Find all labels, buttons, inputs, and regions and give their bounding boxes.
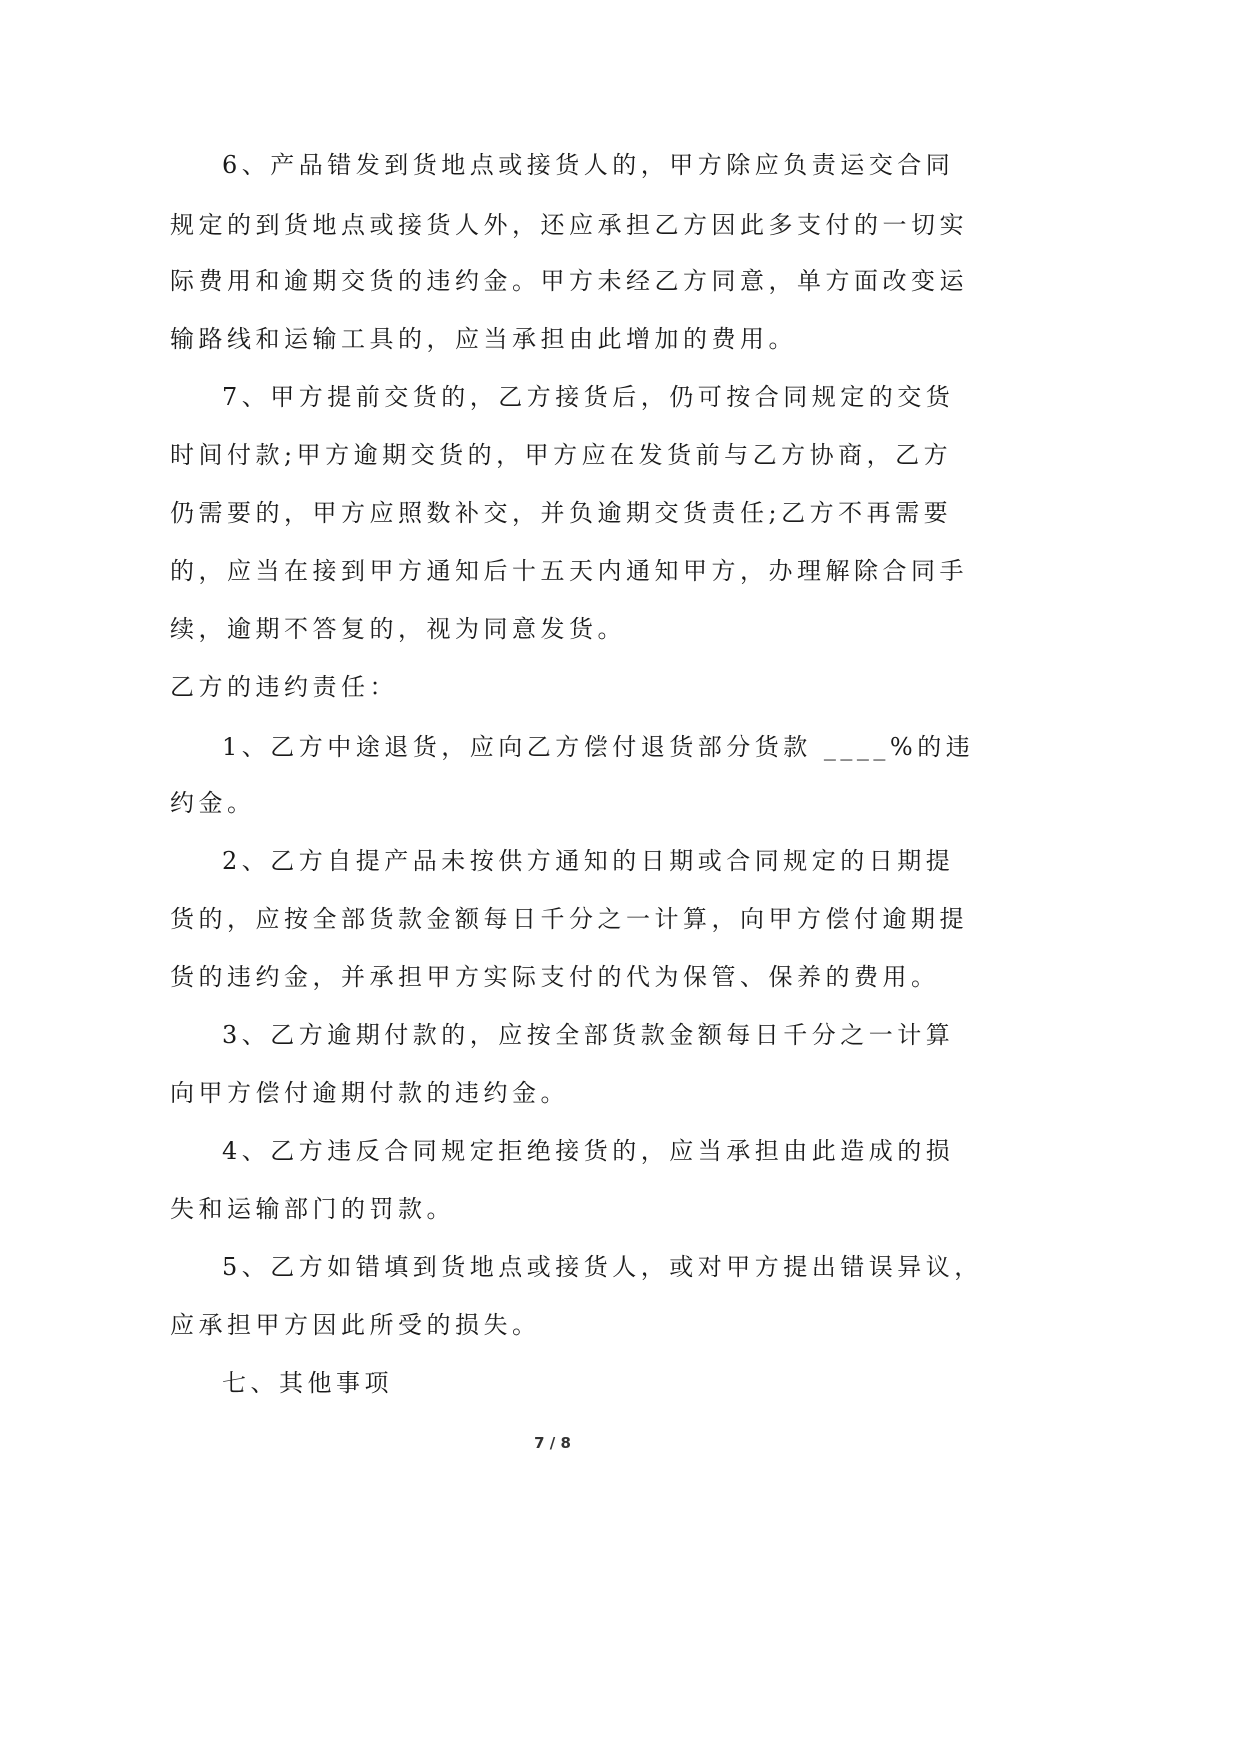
paragraph-line: 7、甲方提前交货的，乙方接货后，仍可按合同规定的交货: [222, 383, 955, 411]
paragraph-line: 应承担甲方因此所受的损失。: [170, 1311, 541, 1339]
paragraph-line: 仍需要的，甲方应照数补交，并负逾期交货责任;乙方不再需要: [170, 499, 953, 527]
paragraph-line: 输路线和运输工具的，应当承担由此增加的费用。: [170, 325, 797, 353]
paragraph-line: 6、产品错发到货地点或接货人的，甲方除应负责运交合同: [222, 151, 955, 179]
page-number: 7 / 8: [534, 1434, 571, 1452]
paragraph-line: 的，应当在接到甲方通知后十五天内通知甲方，办理解除合同手: [170, 557, 968, 585]
paragraph-line: 约金。: [170, 789, 256, 817]
paragraph-line: 货的，应按全部货款金额每日千分之一计算，向甲方偿付逾期提: [170, 905, 968, 933]
paragraph-line: 规定的到货地点或接货人外，还应承担乙方因此多支付的一切实: [170, 211, 968, 239]
section-heading: 乙方的违约责任：: [170, 673, 398, 701]
paragraph-line: 4、乙方违反合同规定拒绝接货的，应当承担由此造成的损: [222, 1137, 955, 1165]
paragraph-line: 际费用和逾期交货的违约金。甲方未经乙方同意，单方面改变运: [170, 267, 968, 295]
paragraph-line: 失和运输部门的罚款。: [170, 1195, 455, 1223]
paragraph-line: 向甲方偿付逾期付款的违约金。: [170, 1079, 569, 1107]
paragraph-line: 2、乙方自提产品未按供方通知的日期或合同规定的日期提: [222, 847, 955, 875]
paragraph-line: 3、乙方逾期付款的，应按全部货款金额每日千分之一计算: [222, 1021, 955, 1049]
paragraph-line: 1、乙方中途退货，应向乙方偿付退货部分货款 ____%的违: [222, 733, 975, 761]
section-heading: 七、其他事项: [222, 1369, 393, 1397]
paragraph-line: 续，逾期不答复的，视为同意发货。: [170, 615, 626, 643]
paragraph-line: 货的违约金，并承担甲方实际支付的代为保管、保养的费用。: [170, 963, 940, 991]
paragraph-line: 5、乙方如错填到货地点或接货人，或对甲方提出错误异议，: [222, 1253, 983, 1281]
paragraph-line: 时间付款;甲方逾期交货的，甲方应在发货前与乙方协商，乙方: [170, 441, 953, 469]
